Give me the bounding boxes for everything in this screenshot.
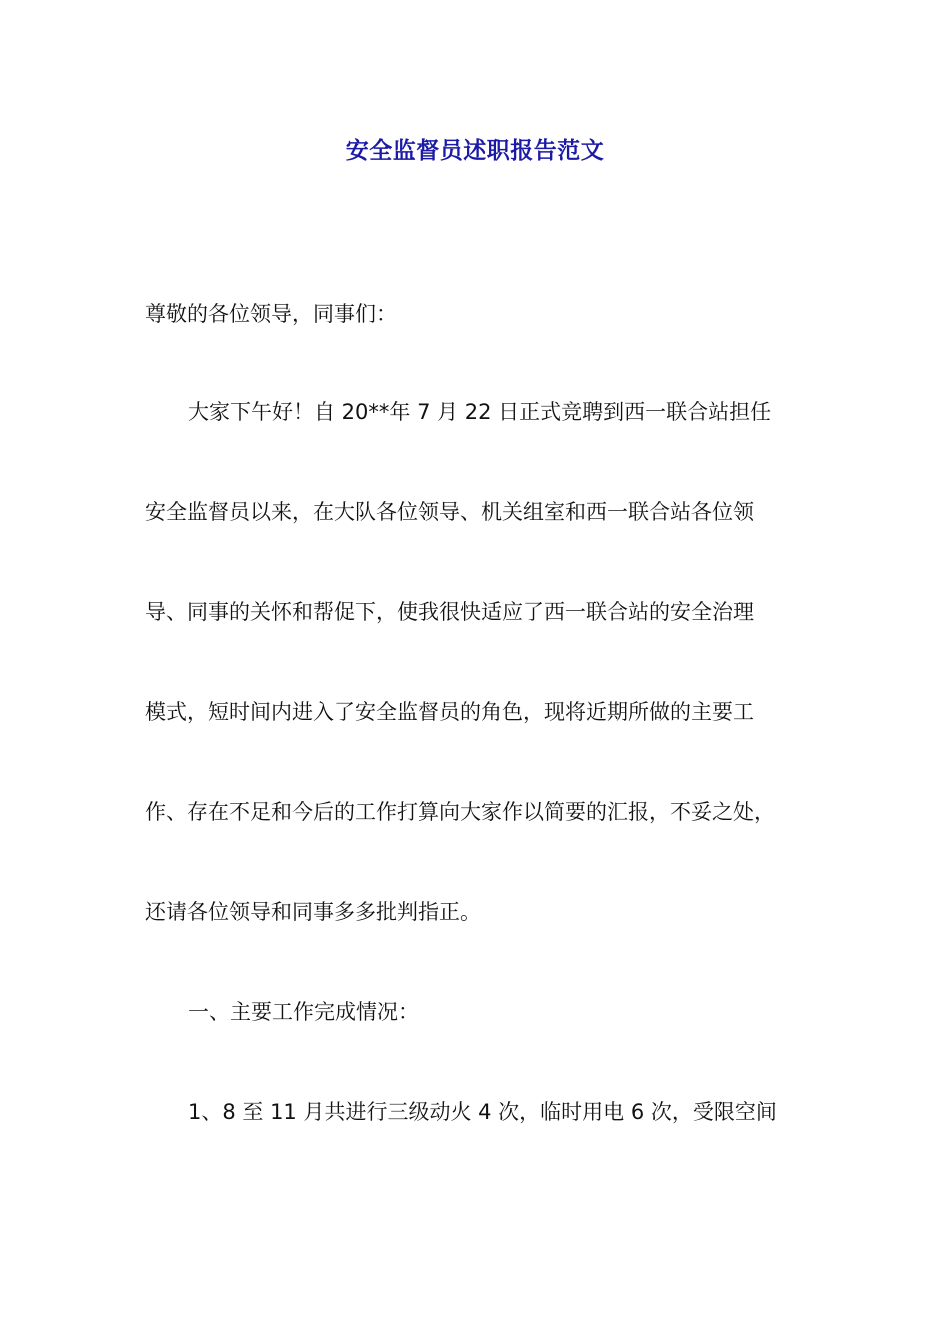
paragraph-line: 模式，短时间内进入了安全监督员的角色，现将近期所做的主要工 xyxy=(145,700,754,724)
paragraph-line: 作、存在不足和今后的工作打算向大家作以简要的汇报，不妥之处， xyxy=(145,800,775,824)
list-item-line: 1、8 至 11 月共进行三级动火 4 次，临时用电 6 次，受限空间 xyxy=(188,1100,777,1124)
paragraph-line: 大家下午好！自 20**年 7 月 22 日正式竞聘到西一联合站担任 xyxy=(188,400,772,424)
paragraph-line: 导、同事的关怀和帮促下，使我很快适应了西一联合站的安全治理 xyxy=(145,600,754,624)
salutation-line: 尊敬的各位领导，同事们： xyxy=(145,302,397,326)
document-title: 安全监督员述职报告范文 xyxy=(345,138,605,164)
paragraph-line: 安全监督员以来，在大队各位领导、机关组室和西一联合站各位领 xyxy=(145,500,754,524)
section-heading: 一、主要工作完成情况： xyxy=(188,1000,419,1024)
paragraph-line: 还请各位领导和同事多多批判指正。 xyxy=(145,900,481,924)
